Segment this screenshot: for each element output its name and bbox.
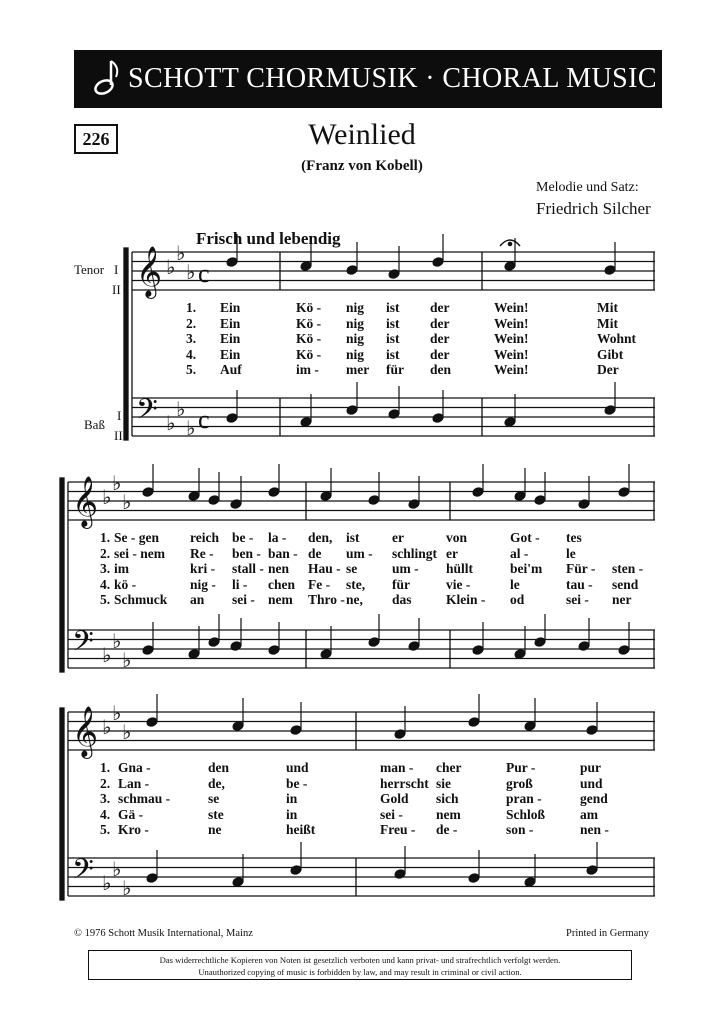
- note-head: [146, 872, 159, 883]
- flat-icon: ♭: [122, 720, 132, 744]
- lyric-syllable: cher: [436, 760, 462, 775]
- bass-part-2: II: [114, 428, 123, 443]
- lyric-syllable: für: [386, 362, 404, 377]
- lyric-syllable: Lan -: [118, 775, 150, 791]
- note-head: [578, 640, 591, 651]
- lyric-syllable: Mit: [597, 315, 618, 331]
- lyric-syllable: be -: [286, 775, 308, 791]
- note-head: [534, 494, 547, 505]
- lyric-syllable: 4.: [100, 806, 111, 822]
- flat-icon: ♭: [176, 241, 186, 265]
- lyric-syllable: Gä -: [118, 806, 144, 822]
- lyric-syllable: herrscht: [380, 775, 429, 791]
- flat-icon: ♭: [102, 715, 112, 739]
- lyric-syllable: groß: [506, 775, 533, 791]
- lyric-syllable: ner: [612, 592, 632, 607]
- lyric-syllable: Für -: [566, 561, 596, 576]
- lyric-syllable: ist: [386, 315, 400, 331]
- printed-in: Printed in Germany: [566, 928, 649, 939]
- lyric-syllable: reich: [190, 530, 219, 545]
- lyric-syllable: um -: [392, 561, 419, 576]
- lyric-syllable: ben -: [232, 545, 261, 561]
- lyric-syllable: hüllt: [446, 561, 474, 576]
- note-head: [346, 404, 359, 415]
- note-head: [524, 720, 537, 731]
- note-head: [232, 720, 245, 731]
- lyric-syllable: ist: [386, 331, 400, 346]
- lyricist: (Franz von Kobell): [301, 158, 423, 174]
- flat-icon: ♭: [122, 490, 132, 514]
- lyric-syllable: nig: [346, 331, 365, 346]
- lyric-syllable: Kö -: [296, 315, 322, 331]
- note-head: [320, 648, 333, 659]
- note-head: [208, 494, 221, 505]
- flat-icon: ♭: [122, 876, 132, 900]
- lyric-syllable: sei -: [380, 806, 403, 822]
- lyric-syllable: Gibt: [597, 346, 624, 362]
- lyric-syllable: den,: [308, 530, 333, 545]
- note-head: [226, 256, 239, 267]
- tenor-part-1: I: [114, 262, 119, 277]
- lyric-syllable: Schloß: [506, 806, 546, 822]
- lyric-syllable: 3.: [100, 561, 111, 576]
- lyric-syllable: le: [510, 576, 520, 592]
- piece-title: Weinlied: [308, 118, 416, 151]
- note-head: [408, 498, 421, 509]
- note-head: [268, 486, 281, 497]
- lyric-syllable: in: [286, 791, 298, 806]
- note-head: [534, 636, 547, 647]
- lyric-syllable: sei -: [566, 592, 589, 607]
- lyric-syllable: be -: [232, 530, 254, 545]
- note-head: [586, 724, 599, 735]
- lyric-syllable: chen: [268, 576, 295, 592]
- lyric-syllable: der: [430, 331, 450, 346]
- lyric-syllable: nig: [346, 346, 365, 362]
- lyric-syllable: Gold: [380, 791, 409, 806]
- banner-text: SCHOTT CHORMUSIK · CHORAL MUSIC: [128, 63, 657, 94]
- flat-icon: ♭: [166, 411, 176, 435]
- lyric-syllable: Der: [597, 362, 619, 377]
- treble-clef-icon: 𝄞: [72, 706, 99, 757]
- lyric-syllable: sei -: [232, 592, 255, 607]
- lyric-syllable: nen -: [580, 822, 609, 837]
- note-head: [432, 412, 445, 423]
- lyric-syllable: 1.: [186, 300, 197, 315]
- lyric-syllable: gend: [580, 791, 608, 806]
- note-head: [472, 486, 485, 497]
- lyric-syllable: nem: [436, 806, 461, 822]
- common-time-icon: c: [198, 405, 210, 434]
- lyric-syllable: ist: [386, 346, 400, 362]
- note-head: [504, 260, 517, 271]
- note-head: [604, 404, 617, 415]
- note-head: [300, 260, 313, 271]
- lyric-syllable: 4.: [186, 346, 197, 362]
- lyric-syllable: Wein!: [494, 331, 529, 346]
- bass-label: Baß: [84, 417, 105, 432]
- note-head: [578, 498, 591, 509]
- lyric-syllable: er: [392, 530, 404, 545]
- note-head: [618, 644, 631, 655]
- lyric-syllable: im: [114, 561, 129, 576]
- lyric-syllable: pur: [580, 760, 602, 775]
- lyric-syllable: Ein: [220, 346, 241, 362]
- system-bracket: [60, 708, 64, 900]
- lyric-syllable: 1.: [100, 530, 111, 545]
- lyric-syllable: Re -: [190, 545, 214, 561]
- fermata-dot: [508, 242, 512, 246]
- lyric-syllable: od: [510, 592, 525, 607]
- lyric-syllable: li -: [232, 576, 248, 592]
- system-bracket: [124, 248, 128, 440]
- lyric-syllable: de -: [436, 822, 458, 837]
- lyric-syllable: ne: [208, 822, 222, 837]
- lyric-syllable: 1.: [100, 760, 111, 775]
- lyric-syllable: Thro -: [308, 592, 345, 607]
- lyric-syllable: heißt: [286, 822, 316, 837]
- lyric-syllable: ne,: [346, 592, 363, 607]
- lyric-syllable: nig: [346, 300, 365, 315]
- lyric-syllable: das: [392, 592, 412, 607]
- lyric-syllable: de,: [208, 775, 225, 791]
- lyric-syllable: mer: [346, 362, 370, 377]
- note-head: [514, 648, 527, 659]
- lyric-syllable: 2.: [100, 545, 111, 561]
- flat-icon: ♭: [122, 648, 132, 672]
- note-head: [346, 264, 359, 275]
- bass-clef-icon: 𝄢: [136, 393, 158, 433]
- note-head: [142, 486, 155, 497]
- note-head: [388, 268, 401, 279]
- flat-icon: ♭: [186, 260, 196, 284]
- note-head: [468, 716, 481, 727]
- lyric-syllable: bei'm: [510, 561, 543, 576]
- lyric-syllable: Wein!: [494, 346, 529, 362]
- lyric-syllable: se: [346, 561, 358, 576]
- common-time-icon: c: [198, 259, 210, 288]
- lyric-syllable: sie: [436, 775, 451, 791]
- note-head: [146, 716, 159, 727]
- lyric-syllable: nig: [346, 315, 365, 331]
- copyright: © 1976 Schott Musik International, Mainz: [74, 928, 253, 939]
- lyric-syllable: Mit: [597, 300, 618, 315]
- lyric-syllable: Hau -: [308, 561, 341, 576]
- lyric-syllable: stall -: [232, 561, 264, 576]
- note-head: [188, 648, 201, 659]
- note-head: [232, 876, 245, 887]
- note-head: [300, 416, 313, 427]
- composer-label: Melodie und Satz:: [536, 180, 639, 195]
- lyric-syllable: der: [430, 300, 450, 315]
- note-head: [524, 876, 537, 887]
- lyric-syllable: Wein!: [494, 362, 529, 377]
- lyric-syllable: Schmuck: [114, 592, 168, 607]
- lyric-syllable: im -: [296, 362, 319, 377]
- note-head: [472, 644, 485, 655]
- lyric-syllable: Wein!: [494, 300, 529, 315]
- lyric-syllable: ist: [386, 300, 400, 315]
- lyric-syllable: al -: [510, 545, 529, 561]
- lyric-syllable: ban -: [268, 545, 298, 561]
- lyric-syllable: schlingt: [392, 545, 438, 561]
- note-head: [226, 412, 239, 423]
- note-head: [604, 264, 617, 275]
- lyric-syllable: von: [446, 530, 468, 545]
- flat-icon: ♭: [112, 471, 122, 495]
- note-head: [618, 486, 631, 497]
- bass-clef-icon: 𝄢: [72, 625, 94, 665]
- lyric-syllable: 3.: [186, 331, 197, 346]
- note-head: [230, 640, 243, 651]
- note-head: [230, 498, 243, 509]
- lyric-syllable: 5.: [100, 822, 111, 837]
- flat-icon: ♭: [102, 871, 112, 895]
- lyric-syllable: tes: [566, 530, 582, 545]
- lyric-syllable: Freu -: [380, 822, 416, 837]
- lyric-syllable: Kö -: [296, 346, 322, 362]
- flat-icon: ♭: [112, 857, 122, 881]
- notice-english: Unauthorized copying of music is forbidden by law, and may result in criminal or civil action.: [198, 967, 522, 977]
- lyric-syllable: sten -: [612, 561, 644, 576]
- note-head: [432, 256, 445, 267]
- lyric-syllable: kö -: [114, 576, 137, 592]
- composer-name: Friedrich Silcher: [536, 199, 651, 218]
- flat-icon: ♭: [166, 255, 176, 279]
- note-head: [468, 872, 481, 883]
- lyric-syllable: pran -: [506, 791, 542, 806]
- lyric-syllable: 4.: [100, 576, 111, 592]
- lyric-syllable: in: [286, 806, 298, 822]
- lyric-syllable: und: [286, 760, 309, 775]
- lyric-syllable: nig -: [190, 576, 216, 592]
- lyric-syllable: Kö -: [296, 300, 322, 315]
- lyric-syllable: ist: [346, 530, 360, 545]
- note-head: [208, 636, 221, 647]
- lyric-syllable: den: [430, 362, 452, 377]
- flat-icon: ♭: [186, 416, 196, 440]
- lyric-syllable: sich: [436, 791, 459, 806]
- flat-icon: ♭: [102, 485, 112, 509]
- lyric-syllable: Se - gen: [114, 530, 159, 545]
- lyric-syllable: und: [580, 775, 603, 791]
- lyric-syllable: er: [446, 545, 458, 561]
- lyric-syllable: Kö -: [296, 331, 322, 346]
- flat-icon: ♭: [102, 643, 112, 667]
- lyric-syllable: an: [190, 592, 205, 607]
- lyric-syllable: nen: [268, 561, 290, 576]
- edition-number: 226: [74, 124, 118, 154]
- treble-clef-icon: 𝄞: [72, 476, 99, 527]
- lyric-syllable: ste,: [346, 576, 366, 592]
- tenor-label: Tenor: [74, 262, 105, 277]
- note-head: [142, 644, 155, 655]
- lyric-syllable: Auf: [220, 362, 242, 377]
- note-head: [394, 728, 407, 739]
- lyric-syllable: am: [580, 806, 598, 822]
- lyric-syllable: 5.: [186, 362, 197, 377]
- tempo-marking: Frisch und lebendig: [196, 229, 341, 248]
- lyric-syllable: kri -: [190, 561, 216, 576]
- note-head: [394, 868, 407, 879]
- note-head: [290, 724, 303, 735]
- lyric-syllable: man -: [380, 760, 414, 775]
- lyric-syllable: der: [430, 346, 450, 362]
- lyric-syllable: um -: [346, 545, 373, 561]
- lyric-syllable: Ein: [220, 331, 241, 346]
- lyric-syllable: der: [430, 315, 450, 331]
- lyric-syllable: Wohnt: [597, 331, 637, 346]
- note-head: [388, 408, 401, 419]
- lyric-syllable: schmau -: [118, 791, 171, 806]
- lyric-syllable: Fe -: [308, 576, 331, 592]
- note-head: [268, 644, 281, 655]
- lyric-syllable: Wein!: [494, 315, 529, 331]
- lyric-syllable: la -: [268, 530, 287, 545]
- flat-icon: ♭: [112, 629, 122, 653]
- lyric-syllable: Ein: [220, 300, 241, 315]
- note-head: [514, 490, 527, 501]
- lyric-syllable: 2.: [100, 775, 111, 791]
- note-head: [408, 640, 421, 651]
- lyric-syllable: Klein -: [446, 592, 486, 607]
- lyric-syllable: tau -: [566, 576, 593, 592]
- note-head: [290, 864, 303, 875]
- bass-clef-icon: 𝄢: [72, 853, 94, 893]
- lyric-syllable: Pur -: [506, 760, 536, 775]
- note-head: [188, 490, 201, 501]
- treble-clef-icon: 𝄞: [136, 246, 163, 297]
- lyric-syllable: se: [208, 791, 220, 806]
- copy-notice: [88, 950, 632, 980]
- lyric-syllable: vie -: [446, 576, 471, 592]
- lyric-syllable: le: [566, 545, 576, 561]
- bass-part-1: I: [117, 408, 122, 423]
- flat-icon: ♭: [176, 397, 186, 421]
- lyric-syllable: Got -: [510, 530, 540, 545]
- note-head: [368, 636, 381, 647]
- notice-german: Das widerrechtliche Kopieren von Noten ist gesetzlich verboten und kann privat- und strafrechtlich verfolgt werden.: [159, 955, 561, 965]
- lyric-syllable: für: [392, 576, 410, 592]
- lyric-syllable: son -: [506, 822, 534, 837]
- system-bracket: [60, 478, 64, 672]
- lyric-syllable: den: [208, 760, 230, 775]
- flat-icon: ♭: [112, 701, 122, 725]
- tenor-part-2: II: [112, 282, 121, 297]
- lyric-syllable: 3.: [100, 791, 111, 806]
- lyric-syllable: nem: [268, 592, 293, 607]
- lyric-syllable: Ein: [220, 315, 241, 331]
- lyric-syllable: de: [308, 545, 322, 561]
- note-head: [504, 416, 517, 427]
- note-head: [320, 490, 333, 501]
- note-head: [586, 864, 599, 875]
- lyric-syllable: Kro -: [118, 822, 149, 837]
- note-head: [368, 494, 381, 505]
- lyric-syllable: 2.: [186, 315, 197, 331]
- lyric-syllable: sei - nem: [114, 545, 165, 561]
- lyric-syllable: Gna -: [118, 760, 151, 775]
- lyric-syllable: 5.: [100, 592, 111, 607]
- lyric-syllable: send: [612, 576, 639, 592]
- lyric-syllable: ste: [208, 806, 224, 822]
